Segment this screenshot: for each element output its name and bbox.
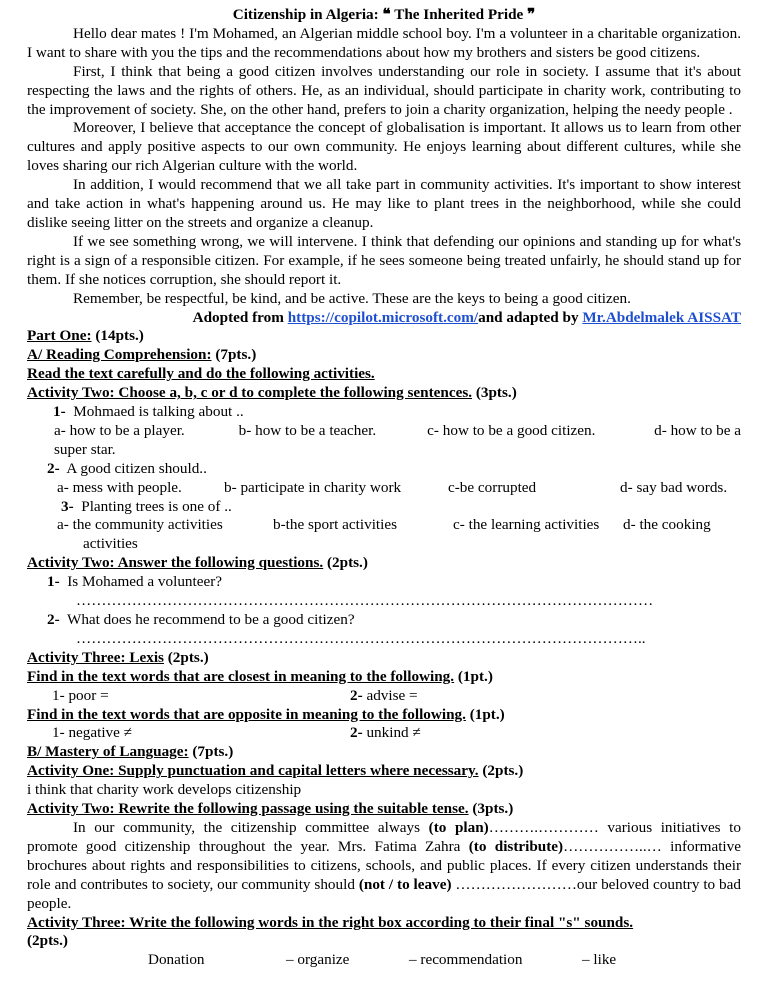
activity-questions-heading: Activity Two: Answer the following questions. (2pts.) (27, 554, 368, 572)
antonyms-row (27, 724, 741, 743)
read-instruction: Read the text carefully and do the following activities. (27, 365, 375, 383)
activity-final-s-heading: Activity Three: Write the following words in the right box according to their final "s" sounds. (27, 913, 634, 931)
question-2-stem: 2- A good citizen should.. (47, 459, 207, 477)
paragraph-6: Remember, be respectful, be kind, and be active. These are the keys to being a good citizen. (73, 289, 631, 307)
question-1-stem: 1- Mohmaed is talking about .. (53, 403, 244, 421)
verb-cue-plan: (to plan) (428, 818, 489, 836)
option-3a[interactable]: a- the community activities (57, 516, 223, 534)
synonyms-row (27, 687, 741, 706)
answer-line-1[interactable]: …………………………………………………………………………………………………… (76, 592, 654, 610)
option-3d[interactable]: d- the cooking (623, 516, 711, 534)
mastery-heading: B/ Mastery of Language: (7pts.) (27, 743, 234, 761)
option-1a[interactable]: a- how to be a player. (54, 421, 185, 439)
activity-choose-heading: Activity Two: Choose a, b, c or d to complete the following sentences. (3pts.) (27, 384, 517, 402)
source-link[interactable]: https://copilot.microsoft.com/ (287, 308, 479, 326)
option-1c[interactable]: c- how to be a good citizen. (427, 421, 596, 439)
word-organize: – organize (286, 951, 350, 969)
option-2d[interactable]: d- say bad words. (620, 478, 728, 496)
paragraph-1: Hello dear mates ! I'm Mohamed, an Algerian middle school boy. I'm a volunteer in a charitable organization. I want to share with you the tips and the recommendations about how my brothers and sisters be good citizens. (27, 24, 741, 61)
verb-cue-leave: (not / to leave) (358, 875, 452, 893)
option-2b[interactable]: b- participate in charity work (224, 478, 402, 496)
question-1-options (27, 422, 741, 441)
option-1b[interactable]: b- how to be a teacher. (238, 421, 377, 439)
answer-line-2[interactable]: ………………………………………………………………………………………………….. (76, 629, 646, 647)
paragraph-3: Moreover, I believe that acceptance the concept of globalisation is important. It allows us to learn from other cultures and apply positive aspects to our own community. He enjoys learning about different cultures, while she loves sharing our rich Algerian culture with the world. (27, 119, 741, 175)
comprehension-question-2: 2- What does he recommend to be a good citizen? (47, 611, 355, 628)
activity-final-s-points: (2pts.) (27, 932, 68, 950)
source-prefix: Adopted from (192, 308, 288, 326)
verb-cue-distribute: (to distribute) (468, 837, 564, 855)
option-3b[interactable]: b-the sport activities (273, 516, 397, 534)
final-s-words (27, 951, 741, 970)
synonym-item-1[interactable]: 1- poor = (52, 686, 109, 704)
paragraph-5: If we see something wrong, we will intervene. I think that defending our opinions and standing up for what's right is a sign of a responsible citizen. For example, if he sees someone being treated unfairly, he should stand up for them. If she notices corruption, she should report it. (27, 232, 741, 288)
activity-punctuation-heading: Activity One: Supply punctuation and capital letters where necessary. (2pts.) (27, 762, 524, 780)
option-3a-continued: activities (83, 535, 138, 553)
tense-passage: In our community, the citizenship committee always (to plan)……….………… various initiatives to promote good citizenship throughout the year. Mrs. Fatima Zahra (to distribute)……………..… informative brochures about rights and responsibilities to citizens, schools, and public places. If every citizen understands their role and contributes to society, our community should (not / to leave) ……………………our beloved country to bad people. (27, 818, 741, 912)
source-middle: and adapted by (478, 308, 583, 326)
question-2-options (27, 479, 741, 498)
word-donation: Donation (148, 951, 205, 969)
antonym-item-2[interactable]: 2- unkind ≠ (350, 724, 421, 742)
antonyms-instruction: Find in the text words that are opposite in meaning to the following. (1pt.) (27, 705, 505, 723)
option-2a[interactable]: a- mess with people. (57, 478, 182, 496)
paragraph-4: In addition, I would recommend that we all take part in community activities. It's important to show interest and take action in what's happening around us. He may like to plant trees in the neighborhood, while she could dislike seeing litter on the streets and organize a cleanup. (27, 176, 741, 231)
synonyms-instruction: Find in the text words that are closest in meaning to the following. (1pt.) (27, 667, 493, 685)
author-link[interactable]: Mr.Abdelmalek AISSAT (582, 308, 741, 326)
activity-tense-heading: Activity Two: Rewrite the following passage using the suitable tense. (3pts.) (27, 800, 514, 818)
synonym-item-2[interactable]: 2- advise = (350, 686, 418, 704)
question-3 (27, 498, 741, 555)
paragraph-2: First, I think that being a good citizen involves understanding our role in society. I assume that it's about respecting the laws and the rights of others. He, as an individual, should participate in charity work, contributing to the improvement of society. She, on the other hand, prefers to join a charity organization, helping the needy people . (27, 62, 741, 118)
part-one-heading: Part One: (14pts.) (27, 327, 144, 345)
word-like: – like (582, 951, 617, 969)
option-2c[interactable]: c-be corrupted (448, 478, 537, 496)
option-1d[interactable]: d- how to be a (654, 421, 742, 439)
question-3-stem: 3- Planting trees is one of .. (61, 497, 232, 515)
source-line (27, 309, 741, 328)
punctuation-sentence: i think that charity work develops citizenship (27, 781, 302, 799)
activity-lexis-heading: Activity Three: Lexis (2pts.) (27, 648, 209, 666)
worksheet (27, 6, 741, 970)
reading-comprehension-heading: A/ Reading Comprehension: (7pts.) (27, 346, 257, 364)
word-recommendation: – recommendation (409, 951, 523, 969)
question-1 (27, 403, 741, 460)
page-title: Citizenship in Algeria: ❝ The Inherited Pride ❞ (232, 6, 536, 23)
comprehension-question-1: 1- Is Mohamed a volunteer? (47, 573, 223, 591)
question-3-options (27, 516, 741, 535)
antonym-item-1[interactable]: 1- negative ≠ (52, 724, 133, 742)
option-3c[interactable]: c- the learning activities (453, 516, 600, 534)
option-1d-continued: super star. (54, 440, 116, 458)
question-2 (27, 460, 741, 498)
